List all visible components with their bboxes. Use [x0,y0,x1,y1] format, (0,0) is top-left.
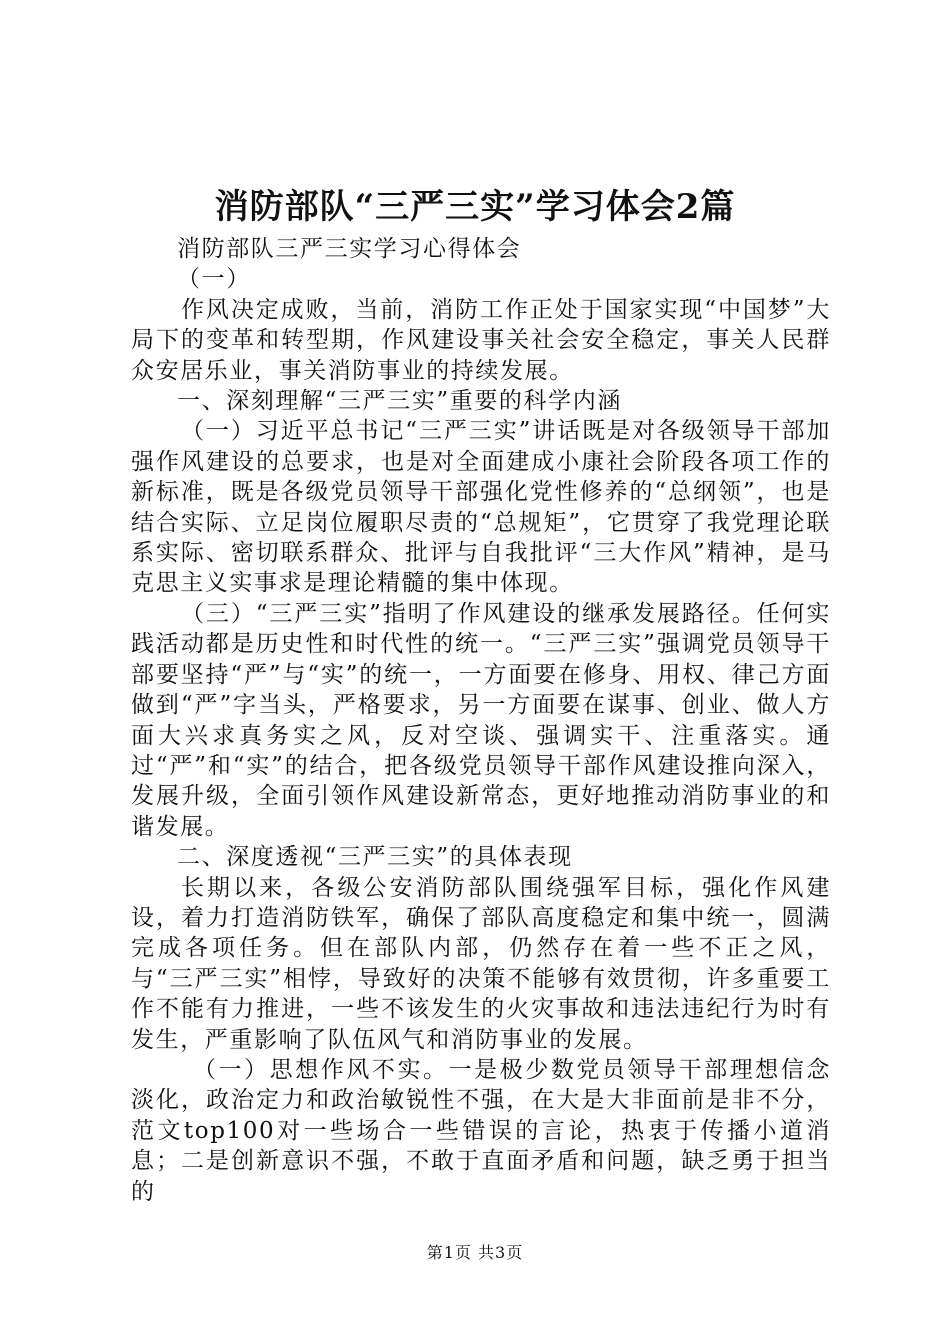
heading-paragraph: 二、深度透视“三严三实”的具体表现 [177,844,573,871]
document-body [131,234,831,1207]
body-paragraph: （一）思想作风不实。一是极少数党员领导干部理想信念淡化，政治定力和政治敏锐性不强，在大是大非面前是非不分，范文top100对一些场合一些错误的言论，热衷于传播小道消息；二是创新意识不强，不敢于直面矛盾和问题，缺乏勇于担当的 [131,1056,831,1205]
page-footer: 第1页 共3页 [426,1243,524,1262]
document-title: 消防部队“三严三实”学习体会2篇 [214,187,736,227]
heading-paragraph: 一、深刻理解“三严三实”重要的科学内涵 [177,388,622,415]
body-paragraph: （三）“三严三实”指明了作风建设的继承发展路径。任何实践活动都是历史性和时代性的统一。“三严三实”强调党员领导干部要坚持“严”与“实”的统一，一方面要在修身、用权、律己方面做到“严”字当头，严格要求，另一方面要在谋事、创业、做人方面大兴求真务实之风，反对空谈、强调实干、注重落实。通过“严”和“实”的结合，把各级党员领导干部作风建设推向深入，发展升级，全面引领作风建设新常态，更好地推动消防事业的和谐发展。 [131,600,831,840]
body-paragraph: （一）习近平总书记“三严三实”讲话既是对各级领导干部加强作风建设的总要求，也是对全面建成小康社会阶段各项工作的新标准，既是各级党员领导干部强化党性修养的“总纲领”，也是结合实际、立足岗位履职尽责的“总规矩”，它贯穿了我党理论联系实际、密切联系群众、批评与自我批评“三大作风”精神，是马克思主义实事求是理论精髓的集中体现。 [131,418,831,597]
body-paragraph: 作风决定成败，当前，消防工作正处于国家实现“中国梦”大局下的变革和转型期，作风建设事关社会安全稳定，事关人民群众安居乐业，事关消防事业的持续发展。 [131,296,831,384]
section-marker-paragraph: （一） [177,266,251,293]
body-paragraph: 长期以来，各级公安消防部队围绕强军目标，强化作风建设，着力打造消防铁军，确保了部队高度稳定和集中统一，圆满完成各项任务。但在部队内部，仍然存在着一些不正之风，与“三严三实”相悖，导致好的决策不能够有效贯彻，许多重要工作不能有力推进，一些不该发生的火灾事故和违法违纪行为时有发生，严重影响了队伍风气和消防事业的发展。 [131,874,831,1053]
subtitle-paragraph: 消防部队三严三实学习心得体会 [177,236,522,262]
